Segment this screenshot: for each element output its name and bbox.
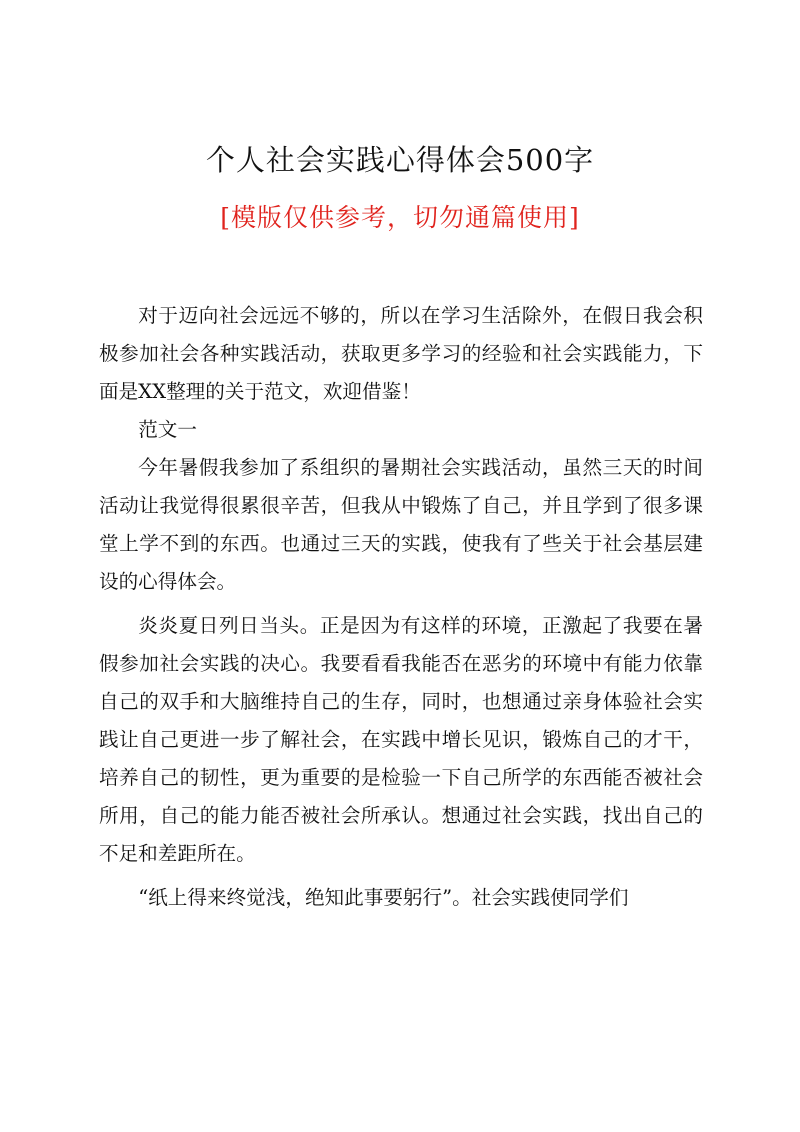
document-body — [99, 297, 703, 917]
template-disclaimer: [模版仅供参考，切勿通篇使用] — [220, 203, 580, 232]
document-title: 个人社会实践心得体会500字 — [205, 143, 595, 177]
section-heading: 范文一 — [138, 418, 197, 441]
intro-paragraph: 对于迈向社会远远不够的，所以在学习生活除外，在假日我会积极参加社会各种实践活动，获取更多学习的经验和社会实践能力，下面是XX整理的关于范文，欢迎借鉴！ — [99, 304, 703, 403]
body-paragraph: 炎炎夏日列日当头。正是因为有这样的环境，正激起了我要在暑假参加社会实践的决心。我要看看我能否在恶劣的环境中有能力依靠自己的双手和大脑维持自己的生存，同时，也想通过亲身体验社会实践让自己更进一步了解社会，在实践中增长见识，锻炼自己的才干，培养自己的韧性，更为重要的是检验一下自己所学的东西能否被社会所用，自己的能力能否被社会所承认。想通过社会实践，找出自己的不足和差距所在。 — [99, 614, 703, 865]
body-paragraph: “纸上得来终觉浅，绝知此事要躬行”。社会实践使同学们 — [138, 886, 629, 909]
body-paragraph: 今年暑假我参加了系组织的暑期社会实践活动，虽然三天的时间活动让我觉得很累很辛苦，但我从中锻炼了自己，并且学到了很多课堂上学不到的东西。也通过三天的实践，使我有了些关于社会基层建设的心得体会。 — [99, 456, 703, 593]
